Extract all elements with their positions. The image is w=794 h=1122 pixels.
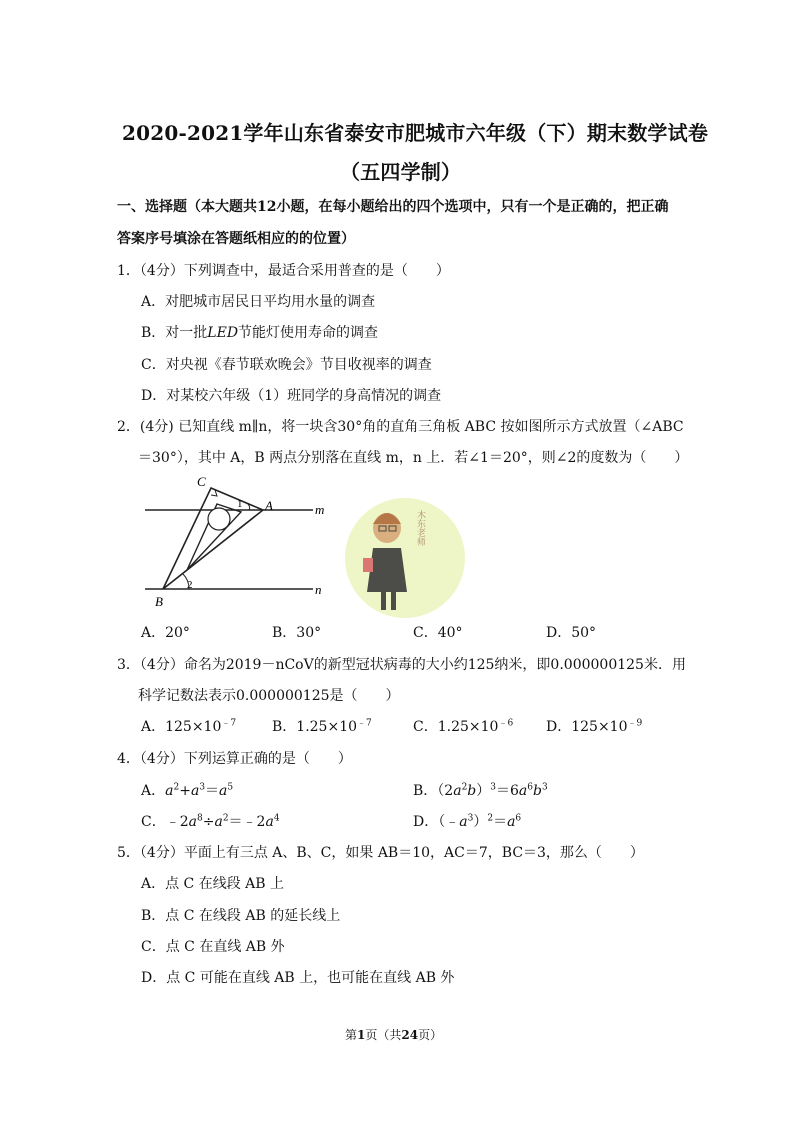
question-3-stem-line2: 科学记数法表示0.000000125是（ ）	[138, 688, 400, 704]
question-2-option-a: A．20°	[141, 625, 190, 641]
question-3-option-b: B．$1.25\times 10^{﹣7}$	[272, 718, 372, 735]
question-1-stem: 1．（4分）下列调查中，最适合采用普查的是（ ）	[117, 263, 450, 279]
question-5-option-d: D．点 C 可能在直线 AB 上，也可能在直线 AB 外	[141, 970, 455, 986]
triangle-hole	[208, 508, 230, 530]
question-2-stem-line1: 2．(4分) 已知直线 m∥n，将一块含30°角的直角三角板 ABC 按如图所示方式放置（∠ABC	[117, 419, 684, 435]
question-5-stem: 5．（4分）平面上有三点 A、B、C，如果 AB＝10，AC＝7，BC＝3，那么（ ）	[117, 845, 644, 861]
question-4-option-b: B．$(2a^2b)^3=6a^6b^3$	[413, 782, 548, 799]
question-1-option-b: B．对一批LED节能灯使用寿命的调查	[141, 325, 379, 341]
question-4-option-c: C．$﹣2a^8\div a^2=﹣2a^4$	[141, 813, 280, 830]
question-5-option-a: A．点 C 在线段 AB 上	[141, 876, 285, 892]
section-header-line2: 答案序号填涂在答题纸相应的的位置）	[117, 231, 355, 247]
question-1-option-d: D．对某校六年级（1）班同学的身高情况的调查	[141, 388, 442, 404]
question-3-option-a: A．$125\times 10^{﹣7}$	[141, 718, 237, 735]
label-angle-1: 1	[237, 498, 243, 510]
label-m: m	[315, 502, 325, 517]
question-2-option-d: D．50°	[546, 625, 597, 641]
question-4-stem: 4．（4分）下列运算正确的是（ ）	[117, 751, 352, 767]
geometry-figure	[135, 470, 475, 620]
question-4-option-a: A．$a^2+a^3=a^5$	[141, 782, 234, 799]
question-3-option-c: C．$1.25\times 10^{﹣6}$	[413, 718, 514, 735]
watermark-text: 木东老师	[415, 510, 425, 546]
triangle-abc	[163, 488, 263, 589]
label-a: A	[265, 498, 273, 513]
question-4-option-d: D．$(﹣a^3)^2=a^6$	[413, 813, 522, 830]
page-footer: 第1页（共24页）	[345, 1028, 443, 1042]
label-n: n	[315, 582, 322, 597]
question-3-option-d: D．$125\times 10^{﹣9}$	[546, 718, 643, 735]
question-1-option-c: C．对央视《春节联欢晚会》节目收视率的调查	[141, 357, 432, 373]
question-2-stem-line2: ＝30°），其中 A，B 两点分别落在直线 m，n 上．若∠1＝20°，则∠2的度数为（ ）	[138, 450, 689, 466]
page-title: 2020-2021学年山东省泰安市肥城市六年级（下）期末数学试卷	[122, 121, 709, 145]
question-5-option-b: B．点 C 在线段 AB 的延长线上	[141, 908, 341, 924]
label-angle-2: 2	[187, 579, 193, 591]
label-c: C	[197, 474, 206, 489]
question-1-option-a: A．对肥城市居民日平均用水量的调查	[141, 294, 376, 310]
page-subtitle: （五四学制）	[340, 160, 462, 184]
question-2-option-b: B．30°	[272, 625, 322, 641]
question-3-stem-line1: 3．（4分）命名为2019－nCoV的新型冠状病毒的大小约125纳米，即0.000000125米．用	[117, 657, 686, 673]
section-header-line1: 一、选择题（本大题共12小题，在每小题给出的四个选项中，只有一个是正确的，把正确	[117, 199, 669, 215]
label-b: B	[155, 594, 163, 609]
question-2-option-c: C．40°	[413, 625, 463, 641]
question-5-option-c: C．点 C 在直线 AB 外	[141, 939, 285, 955]
